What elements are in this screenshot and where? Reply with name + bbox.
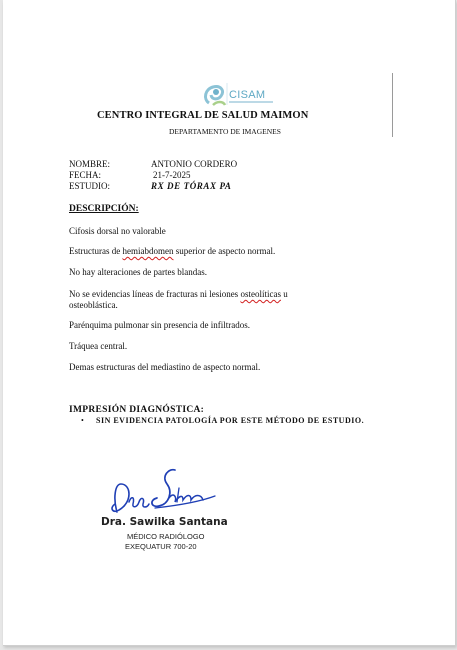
date-label: FECHA:	[69, 170, 102, 180]
study-label: ESTUDIO:	[69, 181, 110, 191]
doctor-exequatur: EXEQUATUR 700-20	[125, 542, 197, 551]
logo-text: CISAM	[229, 89, 266, 101]
center-name: CENTRO INTEGRAL DE SALUD MAIMON	[97, 110, 309, 121]
doctor-role: MÉDICO RADIÓLOGO	[127, 532, 205, 541]
finding-2: Estructuras de hemiabdomen superior de aspecto normal.	[69, 246, 276, 256]
handwritten-signature-icon	[103, 462, 219, 520]
finding-7: Demas estructuras del mediastino de aspecto normal.	[69, 362, 261, 372]
finding-4: No se evidencias líneas de fracturas ni lesiones osteolíticas u osteoblástica.	[69, 289, 288, 310]
finding-5: Parénquima pulmonar sin presencia de infiltrados.	[69, 320, 250, 330]
department-name: DEPARTAMENTO DE IMAGENES	[169, 127, 281, 136]
header-divider	[392, 73, 393, 137]
spellcheck-word: osteolíticas	[240, 289, 281, 299]
logo-underline	[229, 101, 273, 103]
bullet-icon: •	[81, 416, 84, 425]
finding-3: No hay alteraciones de partes blandas.	[69, 267, 207, 277]
impression-item: SIN EVIDENCIA PATOLOGÍA POR ESTE MÉTODO DE ESTUDIO.	[96, 416, 365, 425]
finding-6: Tráquea central.	[69, 341, 128, 351]
name-value: ANTONIO CORDERO	[151, 159, 238, 169]
spellcheck-word: hemiabdomen	[122, 246, 174, 256]
document-page	[3, 0, 456, 646]
impression-heading: IMPRESIÓN DIAGNÓSTICA:	[69, 405, 205, 415]
description-heading: DESCRIPCIÓN:	[69, 204, 139, 214]
study-value: RX DE TÓRAX PA	[151, 181, 232, 191]
doctor-name: Dra. Sawilka Santana	[101, 516, 228, 528]
date-value: 21-7-2025	[153, 170, 191, 180]
finding-1: Cifosis dorsal no valorable	[69, 226, 166, 236]
name-label: NOMBRE:	[69, 159, 111, 169]
